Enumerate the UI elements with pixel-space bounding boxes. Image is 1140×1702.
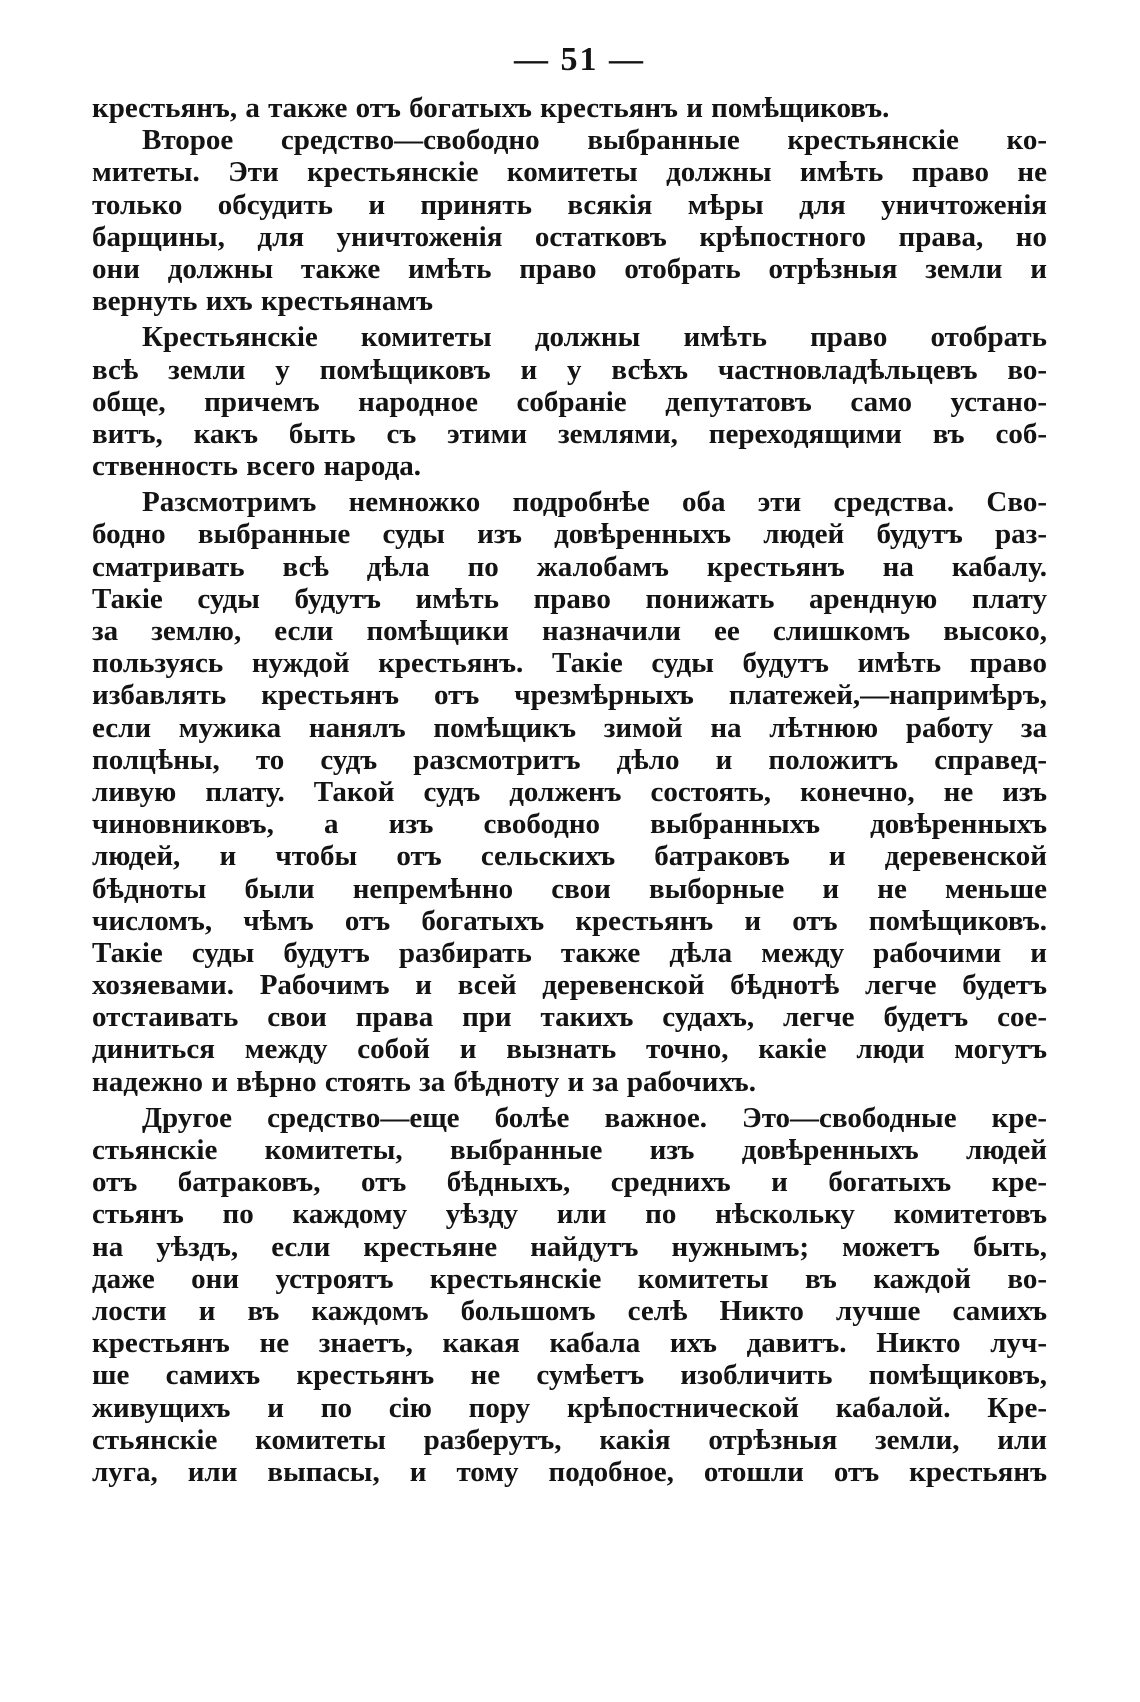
- text-line: полцѣны, то судъ разсмотритъ дѣло и положитъ справед-: [92, 743, 1047, 776]
- text-line: надежно и вѣрно стоять за бѣдноту и за рабочихъ.: [92, 1065, 756, 1098]
- text-line: живущихъ и по сію пору крѣпостнической кабалой. Кре-: [92, 1391, 1047, 1424]
- text-line: крестьянъ, а также отъ богатыхъ крестьянъ и помѣщиковъ.: [92, 92, 890, 124]
- text-line: Такіе суды будутъ имѣть право понижать арендную плату: [92, 582, 1047, 615]
- body-text: [92, 92, 1047, 1488]
- text-line: митеты. Эти крестьянскіе комитеты должны имѣть право не: [92, 156, 1047, 189]
- text-line: стьянскіе комитеты, выбранные изъ довѣренныхъ людей: [92, 1134, 1047, 1166]
- text-line: если мужика нанялъ помѣщикъ зимой на лѣтнюю работу за: [92, 711, 1047, 744]
- text-line: только обсудить и принять всякія мѣры для уничтоженія: [92, 188, 1047, 221]
- text-line: крестьянъ не знаетъ, какая кабала ихъ давитъ. Никто луч-: [92, 1327, 1047, 1360]
- text-line: Второе средство—свободно выбранные крестьянскіе ко-: [142, 124, 1047, 157]
- text-line: отъ батраковъ, отъ бѣдныхъ, среднихъ и богатыхъ кре-: [92, 1166, 1047, 1199]
- text-line: за землю, если помѣщики назначили ее слишкомъ высоко,: [92, 615, 1047, 647]
- text-line: барщины, для уничтоженія остатковъ крѣпостного права, но: [92, 220, 1047, 253]
- text-line: луга, или выпасы, и тому подобное, отошли отъ крестьянъ: [92, 1455, 1047, 1488]
- text-line: числомъ, чѣмъ отъ богатыхъ крестьянъ и отъ помѣщиковъ.: [92, 904, 1047, 937]
- text-line: на уѣздъ, если крестьяне найдутъ нужнымъ; можетъ быть,: [92, 1230, 1047, 1263]
- text-line: диниться между собой и вызнать точно, какіе люди могутъ: [92, 1033, 1047, 1066]
- text-line: витъ, какъ быть съ этими землями, переходящими въ соб-: [92, 417, 1047, 450]
- text-line: всѣ земли у помѣщиковъ и у всѣхъ частновладѣльцевъ во-: [92, 353, 1047, 386]
- text-line: вернуть ихъ крестьянамъ: [92, 285, 434, 318]
- text-line: Крестьянскіе комитеты должны имѣть право отобрать: [142, 321, 1047, 354]
- text-line: бодно выбранные суды изъ довѣренныхъ людей будутъ раз-: [92, 518, 1047, 551]
- text-line: ше самихъ крестьянъ не сумѣетъ изобличить помѣщиковъ,: [92, 1359, 1047, 1392]
- text-line: они должны также имѣть право отобрать отрѣзныя земли и: [92, 252, 1047, 285]
- text-line: бѣдноты были непремѣнно свои выборные и не меньше: [92, 872, 1047, 905]
- text-line: отстаивать свои права при такихъ судахъ, легче будетъ сое-: [92, 1001, 1047, 1034]
- text-line: ливую плату. Такой судъ долженъ состоять, конечно, не изъ: [92, 775, 1047, 808]
- text-line: Такіе суды будутъ разбирать также дѣла между рабочими и: [92, 936, 1047, 969]
- text-line: ственность всего народа.: [92, 450, 422, 483]
- text-line: стьянъ по каждому уѣзду или по нѣскольку комитетовъ: [92, 1198, 1047, 1231]
- text-line: Другое средство—еще болѣе важное. Это—свободные кре-: [142, 1101, 1047, 1134]
- text-line: людей, и чтобы отъ сельскихъ батраковъ и деревенской: [92, 840, 1047, 873]
- text-line: чиновниковъ, а изъ свободно выбранныхъ довѣренныхъ: [92, 808, 1047, 841]
- text-line: обще, причемъ народное собраніе депутатовъ само устано-: [92, 385, 1047, 418]
- text-line: хозяевами. Рабочимъ и всей деревенской бѣднотѣ легче будетъ: [92, 969, 1047, 1002]
- text-line: избавлять крестьянъ отъ чрезмѣрныхъ платежей,—напримѣръ,: [92, 679, 1047, 712]
- document-page: [92, 30, 1047, 1488]
- text-line: стьянскіе комитеты разберутъ, какія отрѣзныя земли, или: [92, 1423, 1047, 1456]
- text-line: лости и въ каждомъ большомъ селѣ Никто лучше самихъ: [92, 1294, 1047, 1327]
- text-line: даже они устроятъ крестьянскіе комитеты въ каждой во-: [92, 1262, 1047, 1295]
- text-line: сматривать всѣ дѣла по жалобамъ крестьянъ на кабалу.: [92, 550, 1047, 583]
- page-number: — 51 —: [514, 41, 645, 78]
- text-line: пользуясь нуждой крестьянъ. Такіе суды будутъ имѣть право: [92, 647, 1047, 680]
- text-line: Разсмотримъ немножко подробнѣе оба эти средства. Сво-: [142, 486, 1047, 519]
